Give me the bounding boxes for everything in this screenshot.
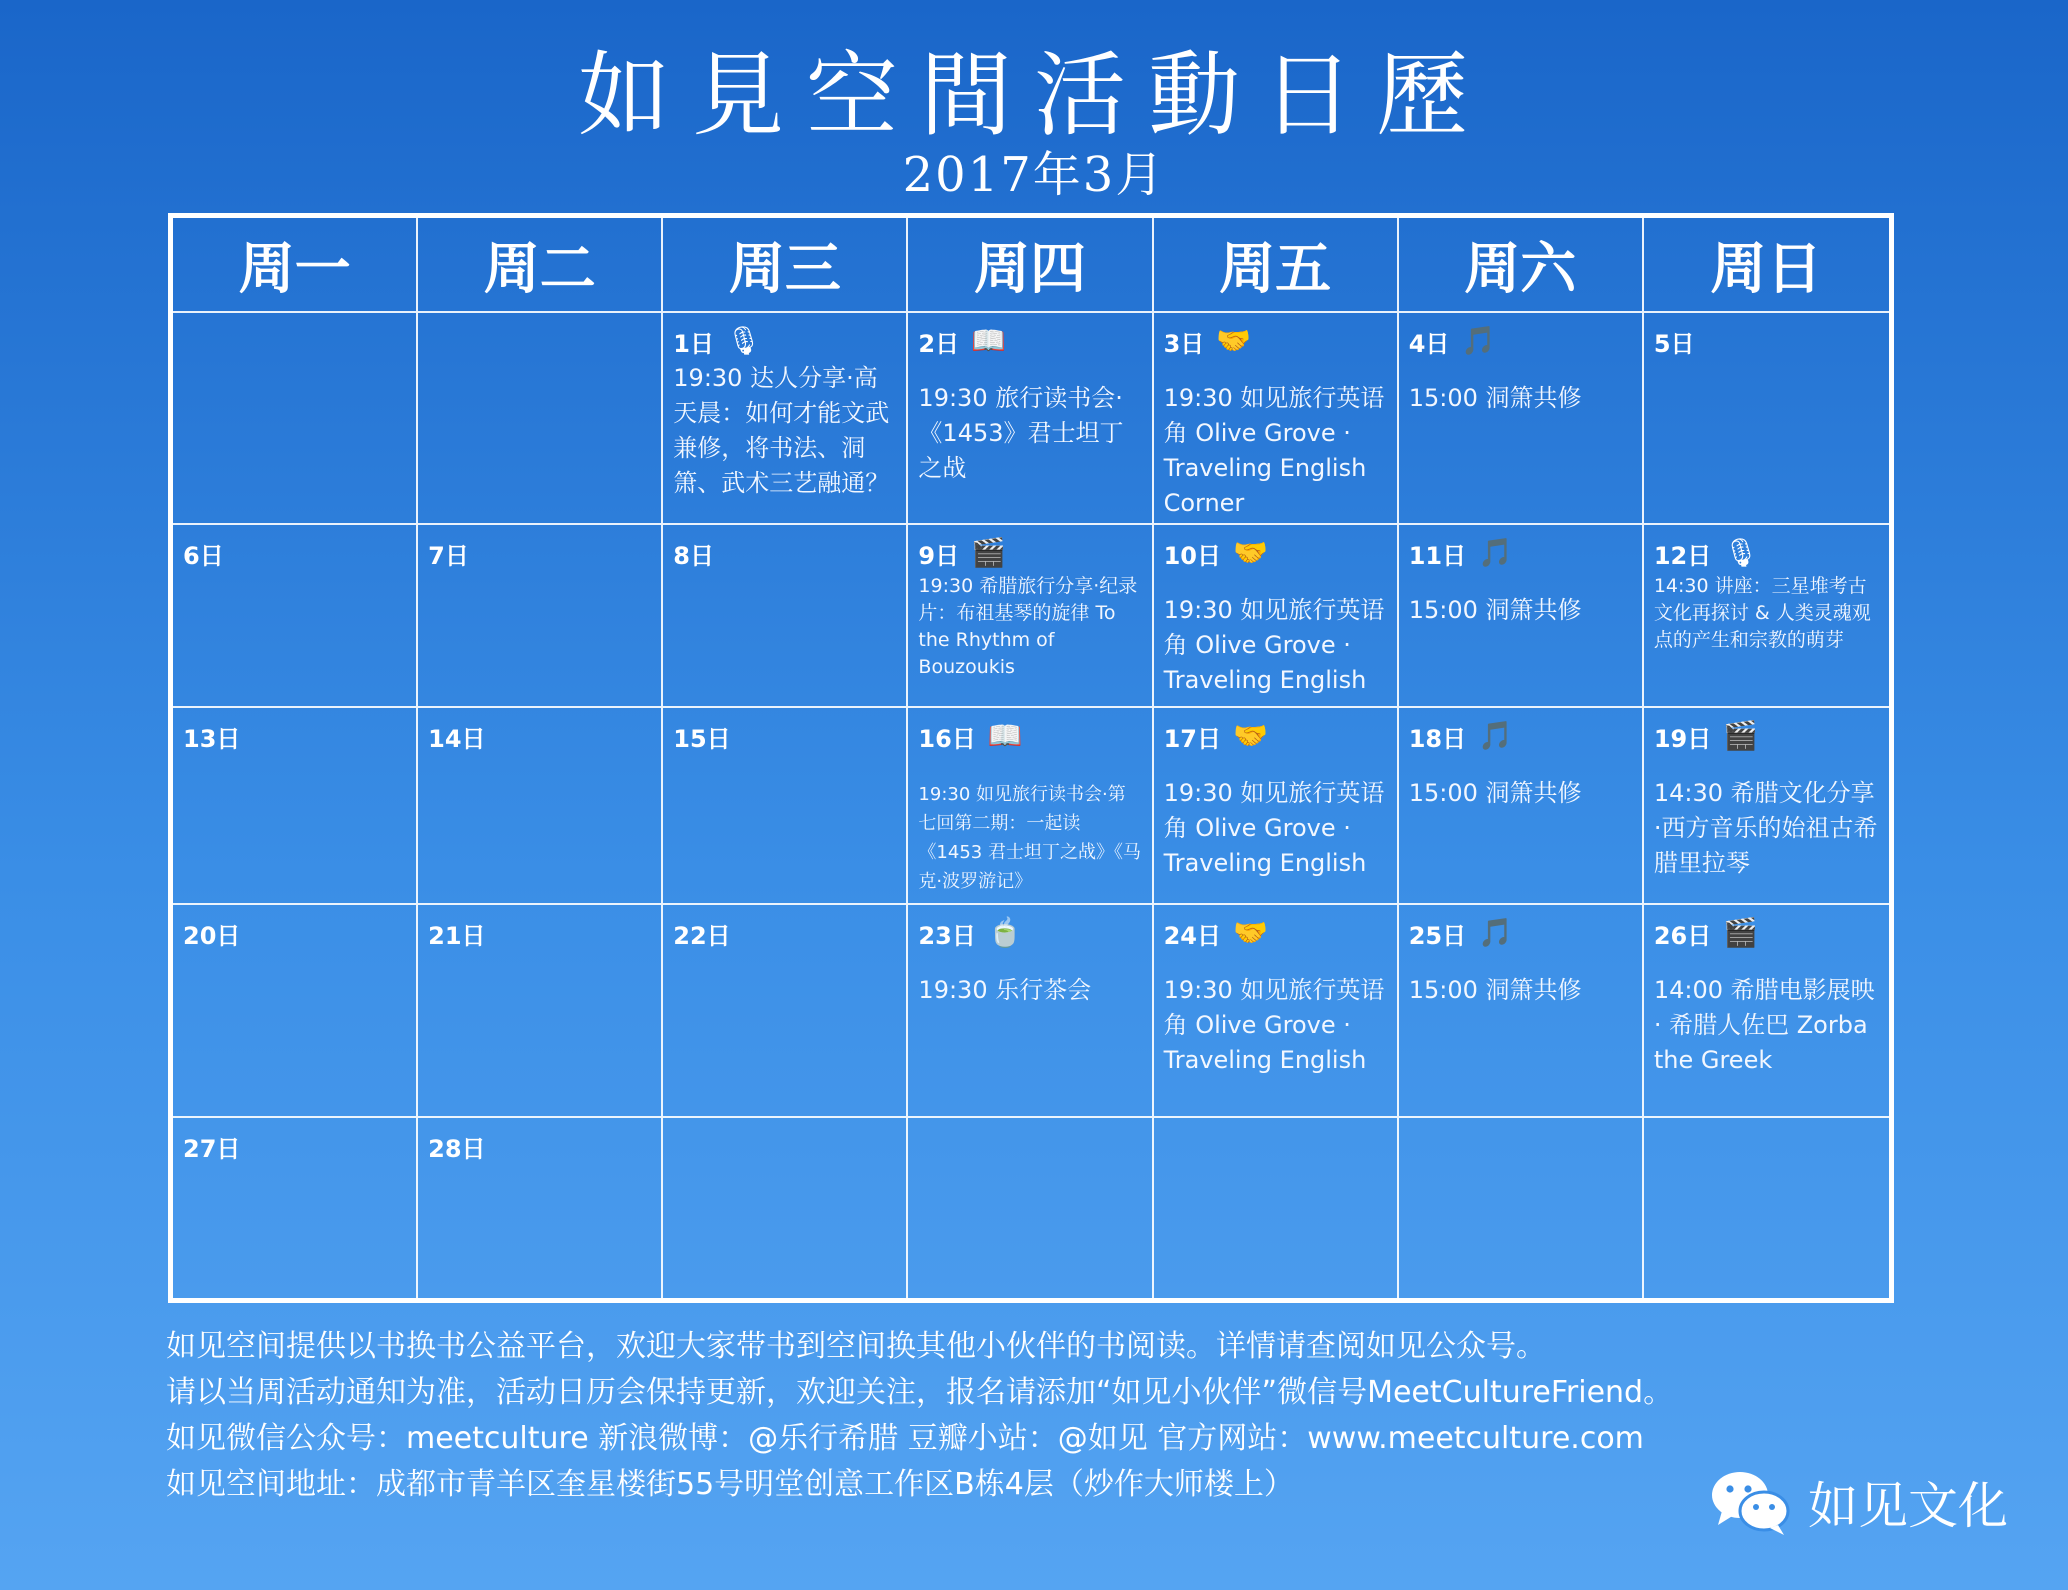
day-header [1164,718,1388,754]
event-text: 15:00 洞箫共修 [1408,779,1582,807]
event-text: 19:30 乐行茶会 [918,976,1092,1004]
day-cell [418,905,663,1118]
handshake-icon: 🤝 [1232,916,1268,949]
handshake-icon: 🤝 [1216,324,1252,357]
day-number: 2日 [918,329,960,358]
day-cell [908,313,1153,525]
empty-cell [173,313,418,525]
day-number: 18日 [1408,724,1467,753]
weekday-header: 周四 [908,218,1153,313]
day-cell [173,525,418,708]
day-header [428,535,652,571]
day-number: 22日 [673,921,731,950]
handshake-icon: 🤝 [1232,719,1268,752]
day-cell [908,905,1153,1118]
day-header [918,915,1142,951]
day-cell [1644,525,1889,708]
event-text: 14:00 希腊电影展映· 希腊人佐巴 Zorba the Greek [1653,976,1875,1074]
day-number: 13日 [183,724,241,753]
music-note-icon: 🎵 [1461,324,1497,357]
day-header [1654,915,1880,951]
day-header [1654,535,1880,571]
day-header [673,535,897,571]
day-number: 3日 [1163,329,1205,358]
day-header [1409,323,1633,359]
day-number: 23日 [918,921,976,950]
day-number: 16日 [918,724,976,753]
footer-line-2: 请以当周活动通知为准，活动日历会保持更新，欢迎关注，报名请添加“如见小伙伴”微信号MeetCultureFriend。 [166,1375,1674,1410]
day-header [1409,718,1633,754]
day-header [1654,323,1880,359]
clapperboard-icon: 🎬 [1723,719,1759,752]
day-header [918,718,1142,754]
book-icon: 📖 [987,719,1023,752]
day-number: 14日 [428,724,486,753]
footer-notes [166,1324,1673,1508]
day-header [183,915,407,951]
day-header [428,1128,652,1164]
clapperboard-icon: 🎬 [971,536,1006,569]
event-text: 15:00 洞箫共修 [1408,384,1582,412]
brand-logo [1708,1466,2008,1538]
day-cell [908,708,1153,905]
day-header [673,718,897,754]
event-text: 19:30 如见旅行英语角 Olive Grove · Traveling English [1163,779,1385,877]
day-header [918,323,1142,359]
day-number: 10日 [1163,541,1221,570]
day-cell [663,525,908,708]
tea-bowl-icon: 🍵 [987,916,1023,949]
day-cell [1644,708,1889,905]
footer-line-1: 如见空间提供以书换书公益平台，欢迎大家带书到空间换其他小伙伴的书阅读。详情请查阅如见公众号。 [166,1329,1546,1364]
day-number: 19日 [1653,724,1712,753]
day-cell [418,1118,663,1298]
event-text: 19:30 如见旅行读书会·第七回第二期：一起读《1453 君士坦丁之战》《马克·波罗游记》 [918,784,1141,892]
event-text: 19:30 希腊旅行分享·纪录片：布祖基琴的旋律 To the Rhythm of Bouzoukis [918,575,1138,678]
event-text: 14:30 希腊文化分享·西方音乐的始祖古希腊里拉琴 [1653,779,1878,877]
day-header [1654,718,1880,754]
event-text: 15:00 洞箫共修 [1408,596,1582,624]
day-cell [1644,313,1889,525]
day-number: 4日 [1408,329,1450,358]
day-number: 17日 [1163,724,1221,753]
day-cell [1399,708,1644,905]
day-header [673,323,897,359]
day-cell [173,708,418,905]
day-cell [1154,525,1399,708]
page-subtitle: 2017年3月 [902,147,1166,203]
empty-cell [908,1118,1153,1298]
day-number: 5日 [1653,329,1695,358]
day-cell [1399,905,1644,1118]
day-cell [1399,525,1644,708]
day-cell [1399,313,1644,525]
footer-line-3: 如见微信公众号：meetculture 新浪微博：@乐行希腊 豆瓣小站：@如见 官方网站：www.meetculture.com [166,1421,1644,1456]
footer-line-4: 如见空间地址：成都市青羊区奎星楼街55号明堂创意工作区B栋4层（炒作大师楼上） [166,1467,1294,1502]
day-cell [663,313,908,525]
calendar-grid [168,213,1894,1303]
event-text: 19:30 如见旅行英语角 Olive Grove · Traveling English Corner [1163,384,1385,517]
day-cell [908,525,1153,708]
day-header [1409,915,1633,951]
empty-cell [1644,1118,1889,1298]
day-cell [173,905,418,1118]
weekday-header: 周日 [1644,218,1889,313]
day-number: 9日 [918,541,960,570]
day-cell [663,708,908,905]
weekday-header: 周二 [418,218,663,313]
day-header [183,718,407,754]
book-icon: 📖 [971,324,1006,357]
empty-cell [1399,1118,1644,1298]
day-header [673,915,897,951]
event-text: 19:30 达人分享·高天晨：如何才能文武兼修，将书法、洞箫、武术三艺融通？ [673,364,890,497]
day-cell [1644,905,1889,1118]
day-cell [663,905,908,1118]
day-cell [173,1118,418,1298]
event-text: 14:30 讲座：三星堆考古文化再探讨 & 人类灵魂观点的产生和宗教的萌芽 [1653,575,1871,651]
day-cell [418,525,663,708]
day-number: 21日 [428,921,486,950]
weekday-header: 周五 [1154,218,1399,313]
day-cell [1154,905,1399,1118]
microphone-icon: 🎙 [725,324,762,357]
event-text: 19:30 旅行读书会·《1453》君士坦丁之战 [918,384,1124,482]
microphone-icon: 🎙 [1723,536,1759,569]
weekday-header: 周一 [173,218,418,313]
day-header [918,535,1142,571]
day-number: 8日 [673,541,714,570]
day-number: 24日 [1163,921,1221,950]
day-number: 12日 [1653,541,1712,570]
music-note-icon: 🎵 [1478,536,1513,569]
day-header [1409,535,1633,571]
page-title: 如見空間活動日歷 [577,42,1490,149]
weekday-header: 周六 [1399,218,1644,313]
weekday-header: 周三 [663,218,908,313]
day-header [1164,915,1388,951]
day-cell [418,708,663,905]
day-number: 25日 [1408,921,1467,950]
clapperboard-icon: 🎬 [1723,916,1759,949]
day-header [1164,323,1388,359]
day-header [183,535,407,571]
empty-cell [418,313,663,525]
music-note-icon: 🎵 [1478,916,1513,949]
day-header [428,718,652,754]
day-header [428,915,652,951]
day-number: 26日 [1653,921,1712,950]
day-cell [1154,313,1399,525]
day-number: 28日 [428,1134,486,1163]
day-number: 15日 [673,724,731,753]
handshake-icon: 🤝 [1232,536,1268,569]
music-note-icon: 🎵 [1478,719,1513,752]
day-cell [1154,708,1399,905]
brand-name: 如见文化 [1808,1477,2008,1535]
empty-cell [1154,1118,1399,1298]
day-number: 20日 [183,921,241,950]
day-number: 7日 [428,541,469,570]
day-number: 11日 [1408,541,1467,570]
event-text: 19:30 如见旅行英语角 Olive Grove · Traveling English [1163,976,1385,1074]
event-text: 19:30 如见旅行英语角 Olive Grove · Traveling English [1163,596,1385,694]
day-header [1164,535,1388,571]
day-number: 1日 [673,329,714,358]
day-number: 6日 [183,541,224,570]
empty-cell [663,1118,908,1298]
wechat-icon [1708,1467,1792,1537]
day-header [183,1128,407,1164]
day-number: 27日 [183,1134,241,1163]
event-text: 15:00 洞箫共修 [1408,976,1582,1004]
